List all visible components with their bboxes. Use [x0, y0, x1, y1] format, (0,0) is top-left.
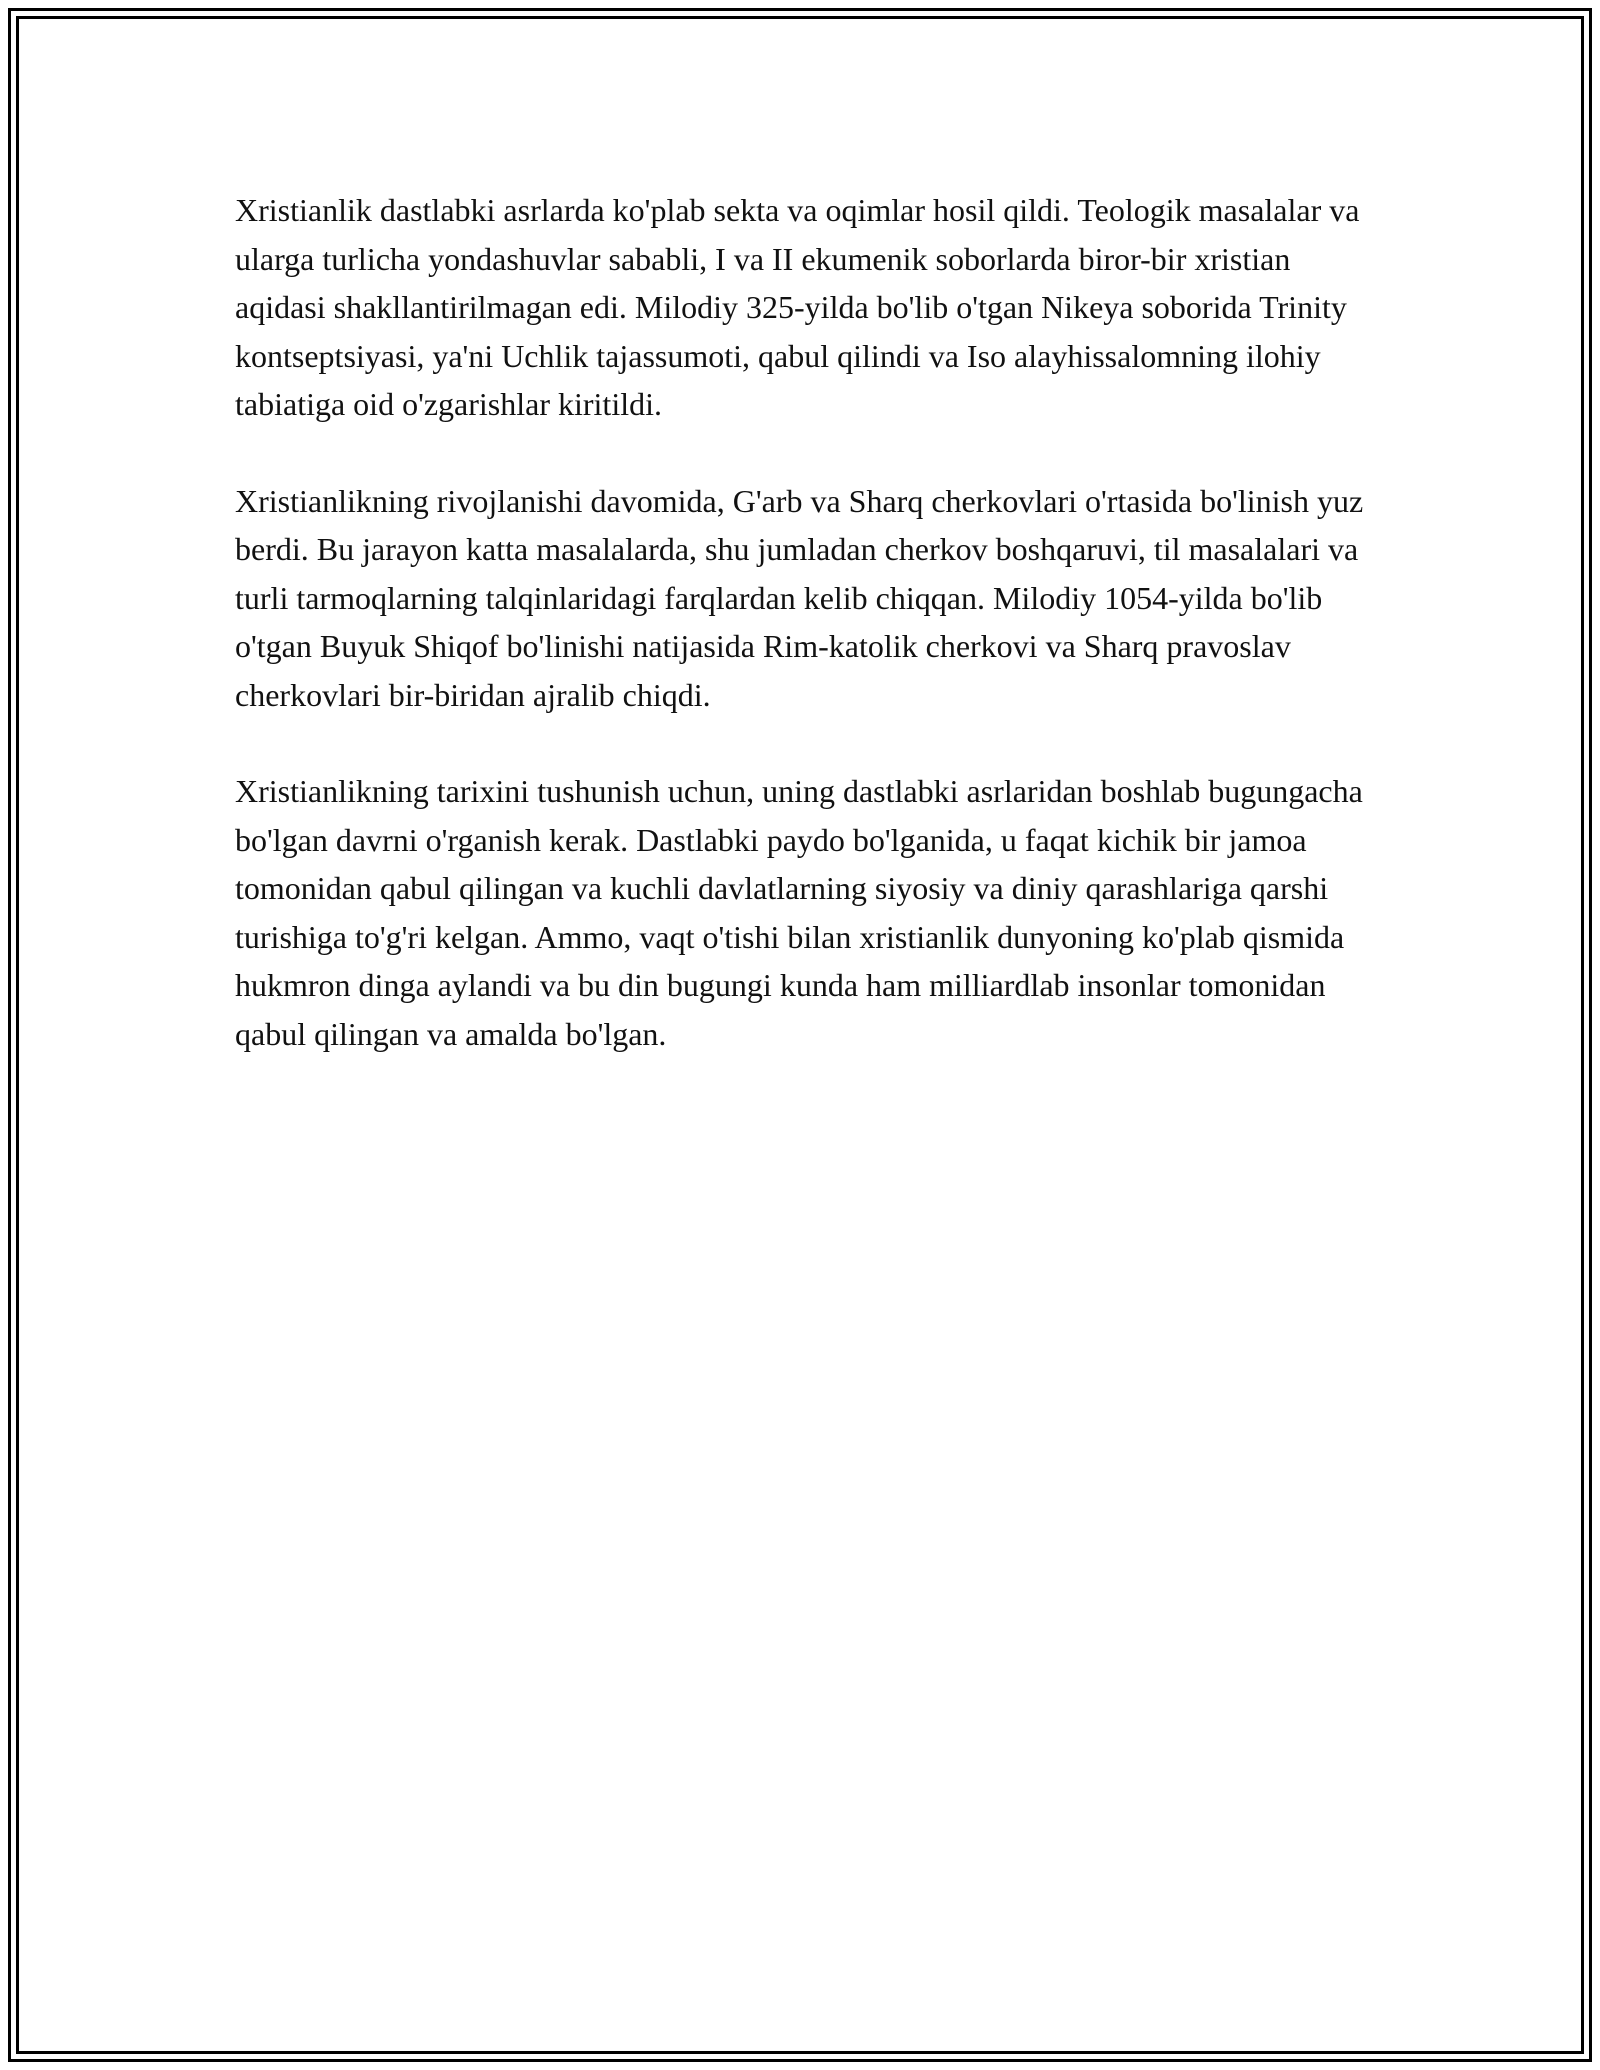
document-body	[235, 186, 1375, 1106]
paragraph-1: Xristianlik dastlabki asrlarda ko'plab sekta va oqimlar hosil qildi. Teologik masalalar va ularga turlicha yondashuvlar sababli, I va II ekumenik soborlarda biror-bir xristian aqidasi shakllantirilmagan edi. Milodiy 325-yilda bo'lib o'tgan Nikeya soborida Trinity kontseptsiyasi, ya'ni Uchlik tajassumoti, qabul qilindi va Iso alayhissalomning ilohiy tabiatiga oid o'zgarishlar kiritildi.	[235, 192, 1360, 422]
paragraph-3: Xristianlikning tarixini tushunish uchun, uning dastlabki asrlaridan boshlab bugungacha bo'lgan davrni o'rganish kerak. Dastlabki paydo bo'lganida, u faqat kichik bir jamoa tomonidan qabul qilingan va kuchli davlatlarning siyosiy va diniy qarashlariga qarshi turishiga to'g'ri kelgan. Ammo, vaqt o'tishi bilan xristianlik dunyoning ko'plab qismida hukmron dinga aylandi va bu din bugungi kunda ham milliardlab insonlar tomonidan qabul qilingan va amalda bo'lgan.	[235, 773, 1363, 1052]
paragraph-2: Xristianlikning rivojlanishi davomida, G'arb va Sharq cherkovlari o'rtasida bo'linish yuz berdi. Bu jarayon katta masalalarda, shu jumladan cherkov boshqaruvi, til masalalari va turli tarmoqlarning talqinlaridagi farqlardan kelib chiqqan. Milodiy 1054-yilda bo'lib o'tgan Buyuk Shiqof bo'linishi natijasida Rim-katolik cherkovi va Sharq pravoslav cherkovlari bir-biridan ajralib chiqdi.	[235, 482, 1364, 713]
